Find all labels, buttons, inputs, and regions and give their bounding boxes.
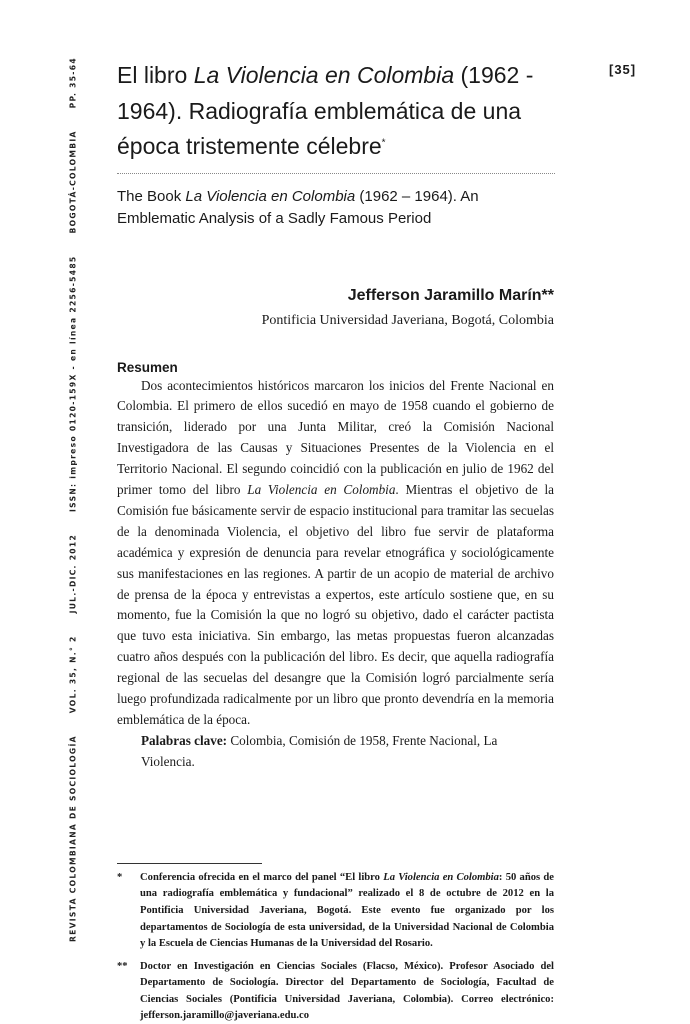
journal-name: REVISTA COLOMBIANA DE SOCIOLOGÍA [68,735,78,942]
footnote-rule [117,863,262,864]
etitle-italic: La Violencia en Colombia [185,187,356,205]
footnote-text: Doctor en Investigación en Ciencias Sociales (Flacso, México). Profesor Asociado del Departamento de Sociología. Director del Departamento de Sociología, Facultad de Ciencias Sociales (Pontificia Universidad Javeriana, Colombia). Correo electrónico: jefferson.jaramillo@javeriana.edu.co [140,960,554,1022]
english-title [117,186,557,230]
fn-text-2: : 50 años de una radiografía emblemática y fundacional” realizado el 8 de octubre de 2012 en la Pontificia Universidad Javeriana, Bogotá. Este evento fue organizado por los departamentos de Sociología de esta universidad, de la Universidad Nacional de Colombia y la Escuela de Ciencias Humanas de la Universidad del Rosario. [140,871,554,950]
article-title [117,58,587,165]
abstract-italic: La Violencia en Colombia [247,482,396,498]
title-italic: La Violencia en Colombia [193,62,455,88]
fn-text: Conferencia ofrecida en el marco del panel “El libro [140,871,384,883]
title-text: El libro [117,62,194,88]
volume: VOL. 35, N.° 2 [68,635,78,714]
period: JUL.-DIC. 2012 [68,533,78,614]
journal-sidebar [68,57,78,942]
abstract-heading: Resumen [117,359,178,375]
footnote-mark: * [117,871,123,883]
footnote-marker: * [381,137,386,149]
keywords [117,731,554,773]
pages: PP. 35-64 [68,57,78,109]
dotted-divider [117,173,555,174]
article-column [117,58,554,1024]
author-affiliation: Pontificia Universidad Javeriana, Bogotá, Colombia [261,312,554,328]
page-number: [35] [609,62,637,77]
author-name: Jefferson Jaramillo Marín** [347,286,554,304]
keywords-label: Palabras clave: [141,732,228,748]
location: BOGOTÁ-COLOMBIA [68,130,78,234]
footnote [117,870,554,953]
title-text-2: (1962 - 1964). Radiografía emblemática de una época tristemente célebre [117,62,534,159]
abstract-part: . Mientras el objetivo de la Comisión fue básicamente servir de espacio institucional para tramitar las secuelas de la denominada Violencia, el objetivo del libro fue servir de plataforma académica y expresión de denuncia para revelar etnográfica y sociológicamente sus manifestaciones en las regiones. A partir de un acopio de material de archivo de prensa de la época y entrevistas a expertos, este artículo sostiene que, en su momento, fue la Comisión la que no logró su objetivo, dado el carácter pactista que tuvo esta iniciativa. Sin embargo, las metas propuestas fueron alcanzadas cuatro años después con la publicación del libro. Es decir, que aquella radiografía regional de las secuelas del desangre que la Comisión logró parcialmente sería luego profundizada radicalmente por un libro que pronto devendría en la memoria emblemática de la época. [117,482,554,727]
keywords-text: Colombia, Comisión de 1958, Frente Nacional, La Violencia. [141,732,498,769]
footnote [117,959,554,1024]
issn: ISSN: impreso 0120-159X - en línea 2256-5485 [68,255,78,512]
etitle-text: The Book [117,187,186,205]
footnote-mark: ** [117,960,128,972]
abstract-text [117,376,554,731]
abstract-part: Dos acontecimientos históricos marcaron los inicios del Frente Nacional en Colombia. El primero de ellos sucedió en mayo de 1958 cuando el gobierno de transición, liderado por una Junta Militar, creó la Comisión Nacional Investigadora de las Causas y Situaciones Presentes de la Violencia en el Territorio Nacional. El segundo coincidió con la publicación en julio de 1962 del primer tomo del libro [117,377,554,498]
footnote-text [140,870,554,953]
etitle-text-2: (1962 – 1964). An Emblematic Analysis of a Sadly Famous Period [117,187,479,227]
fn-italic: La Violencia en Colombia [383,871,499,883]
